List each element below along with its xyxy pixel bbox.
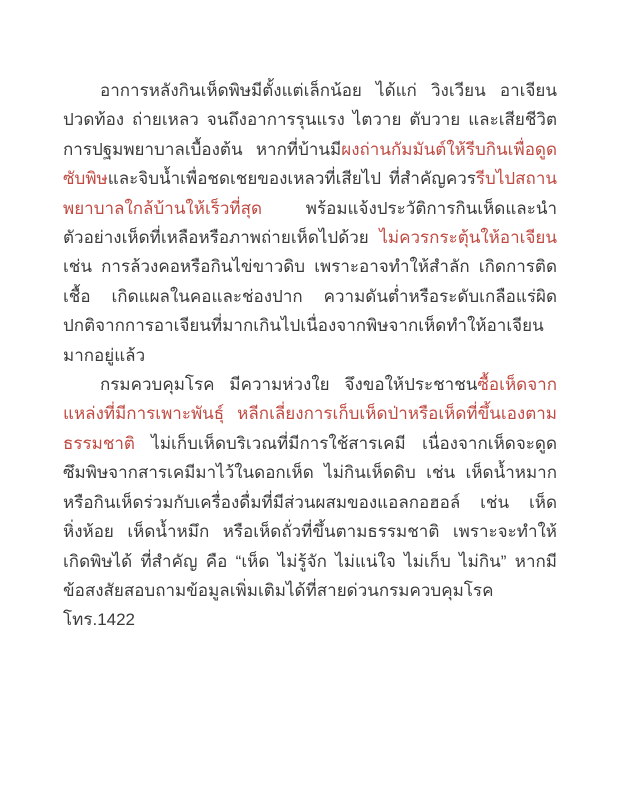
highlighted-text-segment: รีบไปสถานพยาบาลใกล้บ้านให้เร็วที่สุด	[63, 169, 557, 218]
highlighted-text-segment: ผงถ่านกัมมันต์ให้รีบกินเพื่อดูดซับพิษ	[63, 139, 557, 189]
text-segment: อาการหลังกินเห็ดพิษมีตั้งแต่เล็กน้อย ได้แก่ วิงเวียน อาเจียน ปวดท้อง ถ่ายเหลว จนถึงอาการรุนแรง ไตวาย ตับวาย และเสียชีวิต การปฐมพยาบาลเบื้องต้น หากที่บ้านมี	[63, 81, 557, 159]
text-segment: กรมควบคุมโรค มีความห่วงใย จึงขอให้ประชาชน	[100, 375, 478, 395]
text-segment: ไม่เก็บเห็ดบริเวณที่มีการใช้สารเคมี เนื่องจากเห็ดจะดูดซึมพิษจากสารเคมีมาไว้ในดอกเห็ด ไม่กินเห็ดดิบ เช่น เห็ดน้ำหมาก หรือกินเห็ดร่วมกับเครื่องดื่มที่มีส่วนผสมของแอลกอฮอล์ เช่น เห็ดหิ่งห้อย เห็ดน้ำหมึก หรือเห็ดถั่วที่ขึ้นตามธรรมชาติ เพราะจะทำให้เกิดพิษได้ ที่สำคัญ คือ “เห็ด ไม่รู้จัก ไม่แน่ใจ ไม่เก็บ ไม่กิน” หากมีข้อสงสัยสอบถามข้อมูลเพิ่มเติมได้ที่สายด่วนกรมควบคุมโรค โทร.1422	[63, 433, 557, 630]
highlighted-text-segment: ไม่ควรกระตุ้นให้อาเจียน	[379, 228, 557, 248]
paragraph	[63, 370, 557, 635]
text-segment: และจิบน้ำเพื่อชดเชยของเหลวที่เสียไป ที่สำคัญควร	[107, 169, 476, 189]
highlighted-text-segment: ซื้อเห็ดจากแหล่งที่มีการเพาะพันธุ์ หลีกเลี่ยงการเก็บเห็ดป่าหรือเห็ดที่ขึ้นเองตามธรรมชาติ	[63, 375, 557, 453]
paragraph	[63, 76, 557, 370]
text-segment: พร้อมแจ้งประวัติการกินเห็ดและนำตัวอย่างเห็ดที่เหลือหรือภาพถ่ายเห็ดไปด้วย	[63, 198, 557, 248]
article-body	[63, 76, 557, 635]
text-segment: เช่น การล้วงคอหรือกินไข่ขาวดิบ เพราะอาจทำให้สำลัก เกิดการติดเชื้อ เกิดแผลในคอและช่องปาก ความดันต่ำหรือระดับเกลือแร่ผิดปกติจากการอาเจียนที่มากเกินไปเนื่องจากพิษจากเห็ดทำให้อาเจียนมากอยู่แล้ว	[63, 257, 557, 365]
